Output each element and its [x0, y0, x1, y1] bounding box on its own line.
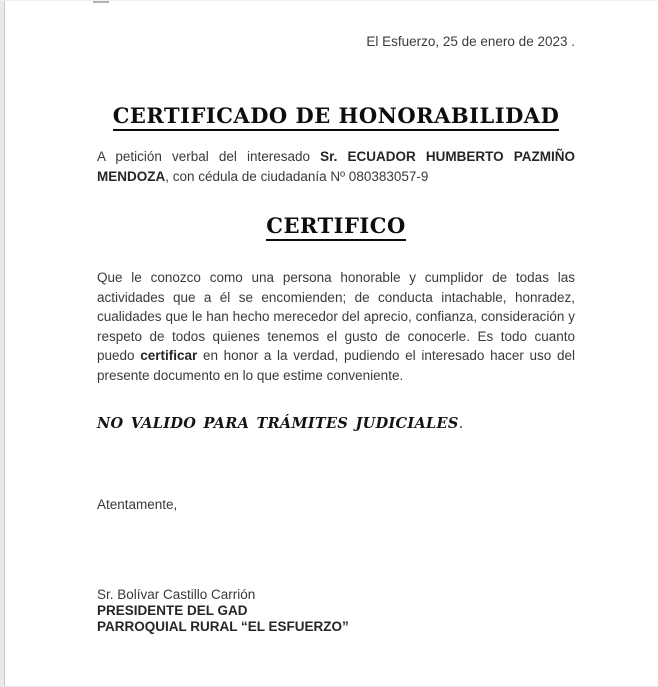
- signature-name: Sr. Bolívar Castillo Carrión: [97, 587, 256, 602]
- petition-paragraph: [97, 147, 575, 186]
- signature-title-line1: PRESIDENTE DEL GAD: [97, 603, 248, 618]
- disclaimer-period: .: [458, 416, 464, 432]
- petition-suffix: , con cédula de ciudadanía Nº 080383057-9: [165, 168, 429, 184]
- certify-heading: [97, 214, 575, 238]
- certify-heading-text: CERTIFICO: [266, 213, 406, 241]
- petition-prefix: A petición verbal del interesado: [97, 149, 321, 164]
- document-page[interactable]: [97, 1, 575, 635]
- page-left-edge-line: [4, 1, 5, 686]
- disclaimer-line: [97, 415, 575, 433]
- body-bold-word: certificar: [140, 348, 198, 363]
- closing-line: Atentamente,: [97, 497, 178, 512]
- signature-title-line2: PARROQUIAL RURAL “EL ESFUERZO”: [97, 619, 349, 634]
- certificate-title-text: CERTIFICADO DE HONORABILIDAD: [113, 103, 560, 131]
- certificate-title: [97, 104, 575, 128]
- signature-block: [97, 587, 575, 635]
- certification-body-paragraph: [97, 268, 575, 385]
- body-part2: en honor a la verdad, pudiendo el interesado hacer uso del presente documento en lo que estime conveniente.: [97, 348, 575, 383]
- body-part1: Que le conozco como una persona honorable y cumplidor de todas las actividades que a él se encomienden; de conducta intachable, honradez, cualidades que le han hecho merecedor del aprecio, confianza, consideración y respeto de todos quienes tenemos el gusto de conocerle. Es todo cuanto puedo: [97, 270, 575, 363]
- interested-party-name: Sr. ECUADOR HUMBERTO PAZMIÑO MENDOZA: [97, 149, 576, 184]
- date-line: El Esfuerzo, 25 de enero de 2023 .: [366, 34, 575, 49]
- disclaimer-text: NO VALIDO PARA TRÁMITES JUDICIALES: [97, 415, 459, 432]
